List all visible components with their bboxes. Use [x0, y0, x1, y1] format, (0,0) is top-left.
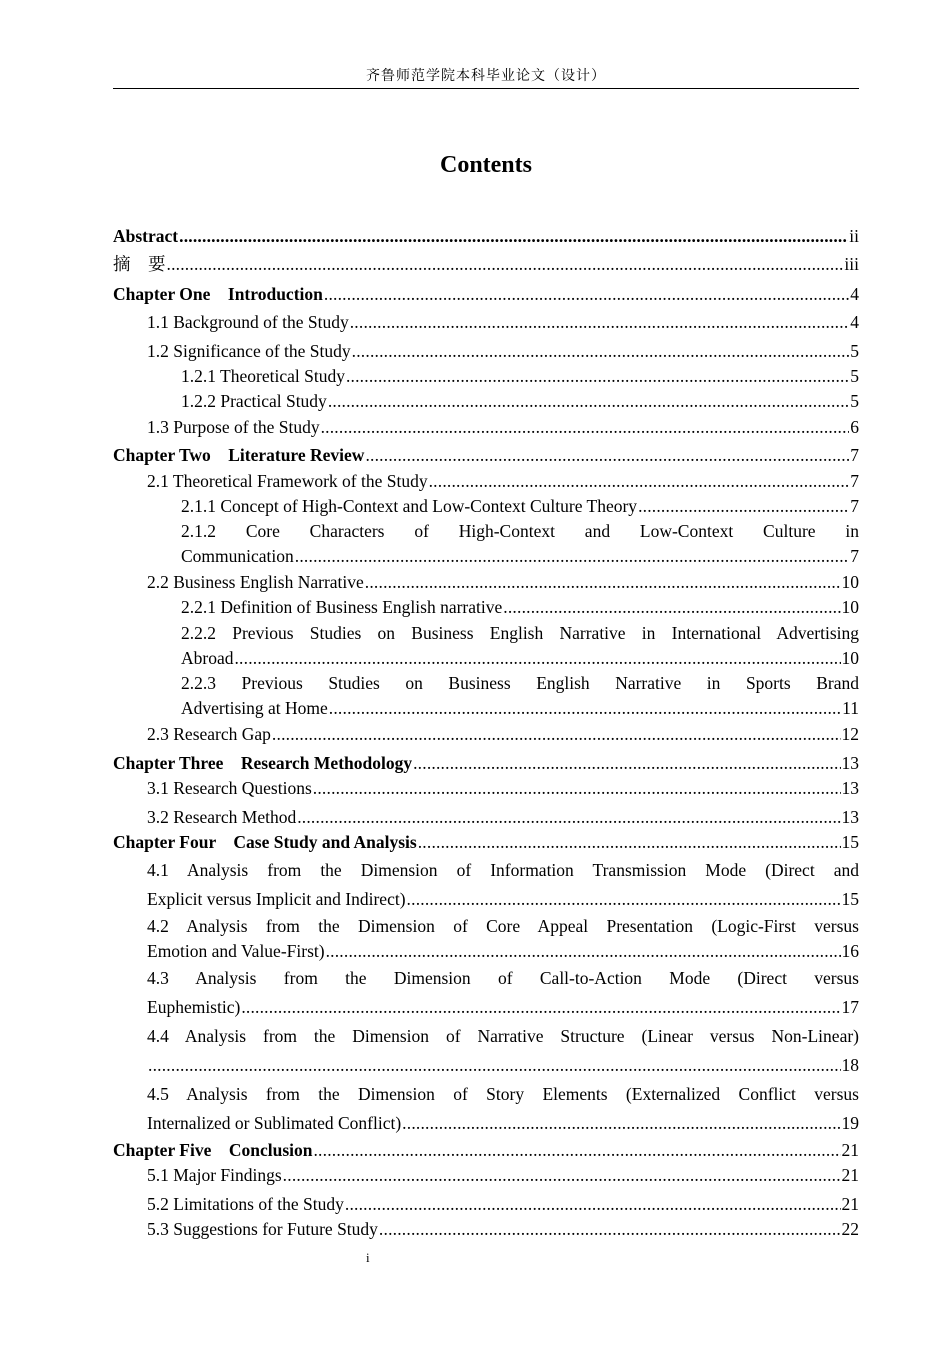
toc-entry-4-2[interactable]: 4.2 Analysis from the Dimension of Core Appeal Presentation (Logic-First versus Emotion and Value-First) ..... 16	[147, 914, 859, 964]
toc-entry-2-1[interactable]: 2.1 Theoretical Framework of the Study ..... 7	[147, 469, 859, 494]
page-header: 齐鲁师范学院本科毕业论文（设计）	[113, 66, 859, 89]
toc-entry-chapter-two[interactable]: Chapter Two Literature Review ..... 7	[113, 443, 859, 468]
toc-entry-2-2-1[interactable]: 2.2.1 Definition of Business English narrative ..... 10	[181, 595, 859, 620]
page-number-footer: i	[366, 1250, 370, 1265]
toc-entry-2-2-3[interactable]: 2.2.3 Previous Studies on Business English Narrative in Sports Brand Advertising at Home ..... 11	[181, 671, 859, 721]
toc-entry-1-2-1[interactable]: 1.2.1 Theoretical Study ..... 5	[181, 364, 859, 389]
toc-entry-2-1-2[interactable]: 2.1.2 Core Characters of High-Context and Low-Context Culture in Communication ..... 7	[181, 519, 859, 569]
toc-entry-chapter-one[interactable]: Chapter One Introduction ..... 4	[113, 282, 859, 307]
toc-entry-4-1[interactable]: 4.1 Analysis from the Dimension of Information Transmission Mode (Direct and Explicit versus Implicit and Indirect) ..... 15	[147, 856, 859, 914]
toc-entry-5-1[interactable]: 5.1 Major Findings ..... 21	[147, 1163, 859, 1188]
toc-entry-4-5[interactable]: 4.5 Analysis from the Dimension of Story Elements (Externalized Conflict versus Internalized or Sublimated Conflict) ..... 19	[147, 1080, 859, 1138]
toc-entry-2-2[interactable]: 2.2 Business English Narrative ..... 10	[147, 570, 859, 595]
toc-entry-2-2-2[interactable]: 2.2.2 Previous Studies on Business English Narrative in International Advertising Abroad ..... 10	[181, 621, 859, 671]
toc-entry-1-1[interactable]: 1.1 Background of the Study ..... 4	[147, 310, 859, 335]
toc-entry-chapter-three[interactable]: Chapter Three Research Methodology ..... 13	[113, 751, 859, 776]
toc-entry-1-2-2[interactable]: 1.2.2 Practical Study ..... 5	[181, 389, 859, 414]
toc-entry-chapter-five[interactable]: Chapter Five Conclusion ..... 21	[113, 1138, 859, 1163]
toc-entry-4-4[interactable]: 4.4 Analysis from the Dimension of Narrative Structure (Linear versus Non-Linear) ..... 18	[147, 1022, 859, 1080]
toc-entry-4-3[interactable]: 4.3 Analysis from the Dimension of Call-to-Action Mode (Direct versus Euphemistic) ..... 17	[147, 964, 859, 1022]
toc-entry-5-2[interactable]: 5.2 Limitations of the Study ..... 21	[147, 1192, 859, 1217]
toc-entry-1-3[interactable]: 1.3 Purpose of the Study ..... 6	[147, 415, 859, 440]
toc-entry-zhaiyao[interactable]: 摘 要 ..... iii	[113, 252, 859, 277]
toc-entry-3-1[interactable]: 3.1 Research Questions ..... 13	[147, 776, 859, 801]
toc-entry-2-3[interactable]: 2.3 Research Gap ..... 12	[147, 722, 859, 747]
toc-entry-3-2[interactable]: 3.2 Research Method ..... 13	[147, 805, 859, 830]
toc-entry-chapter-four[interactable]: Chapter Four Case Study and Analysis ..... 15	[113, 830, 859, 855]
toc-entry-1-2[interactable]: 1.2 Significance of the Study ..... 5	[147, 339, 859, 364]
toc-entry-5-3[interactable]: 5.3 Suggestions for Future Study ..... 22	[147, 1217, 859, 1242]
page-title: Contents	[439, 152, 532, 178]
toc-entry-2-1-1[interactable]: 2.1.1 Concept of High-Context and Low-Context Culture Theory ..... 7	[181, 494, 859, 519]
toc-entry-abstract[interactable]: Abstract ..... ii	[113, 224, 859, 249]
